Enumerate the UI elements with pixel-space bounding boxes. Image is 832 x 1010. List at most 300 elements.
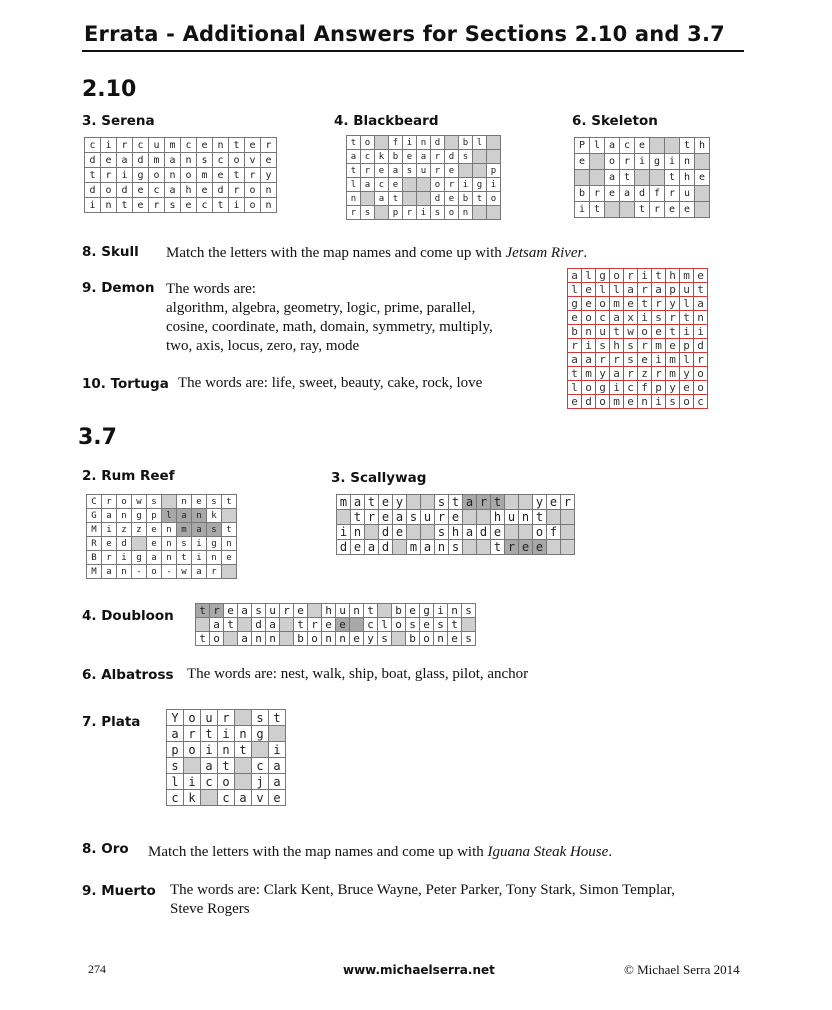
grid-cell: u: [201, 710, 218, 726]
grid-cell: [620, 202, 635, 218]
grid-row: [196, 618, 476, 632]
grid-cell: h: [491, 510, 505, 525]
grid-cell: s: [449, 540, 463, 555]
grid-cell: r: [210, 604, 224, 618]
grid-cell: o: [218, 774, 235, 790]
grid-cell: i: [403, 136, 417, 150]
grid-cell: [462, 618, 476, 632]
grid-cell: m: [666, 367, 680, 381]
grid-cell: s: [624, 339, 638, 353]
grid-cell: [665, 138, 680, 154]
grid-cell: m: [165, 138, 181, 153]
grid-cell: t: [680, 138, 695, 154]
label-blackbeard: 4. Blackbeard: [334, 113, 439, 129]
grid-cell: o: [680, 395, 694, 409]
grid-cell: b: [389, 150, 403, 164]
grid-cell: s: [403, 164, 417, 178]
grid-row: [568, 353, 708, 367]
grid-cell: o: [694, 381, 708, 395]
grid-cell: [184, 758, 201, 774]
grid-cell: s: [596, 339, 610, 353]
grid-cell: d: [431, 136, 445, 150]
muerto-line-2: Steve Rogers: [170, 901, 250, 917]
grid-row: [85, 153, 277, 168]
grid-cell: [361, 192, 375, 206]
grid-cell: [477, 510, 491, 525]
grid-cell: n: [350, 604, 364, 618]
grid-cell: m: [337, 495, 351, 510]
grid-cell: t: [294, 618, 308, 632]
grid-cell: [547, 540, 561, 555]
grid-cell: o: [361, 136, 375, 150]
grid-cell: t: [665, 170, 680, 186]
grid-cell: w: [624, 325, 638, 339]
grid-cell: c: [197, 198, 213, 213]
grid-cell: [252, 742, 269, 758]
grid-cell: e: [638, 353, 652, 367]
grid-cell: v: [245, 153, 261, 168]
grid-cell: o: [605, 154, 620, 170]
grid-cell: a: [235, 790, 252, 806]
grid-cell: t: [652, 269, 666, 283]
grid-cell: b: [406, 632, 420, 646]
grid-cell: o: [582, 381, 596, 395]
grid-cell: n: [101, 198, 117, 213]
grid-cell: [459, 164, 473, 178]
grid-cell: [519, 495, 533, 510]
grid-cell: m: [407, 540, 421, 555]
grid-cell: e: [294, 604, 308, 618]
grid-cell: [407, 495, 421, 510]
grid-cell: t: [590, 202, 605, 218]
page-number: 274: [88, 962, 106, 976]
grid-cell: e: [379, 495, 393, 510]
grid-cell: e: [582, 297, 596, 311]
grid-cell: n: [177, 495, 192, 509]
demon-text: [166, 280, 493, 356]
grid-cell: b: [459, 192, 473, 206]
grid-cell: r: [435, 510, 449, 525]
grid-cell: a: [347, 150, 361, 164]
grid-cell: c: [133, 138, 149, 153]
grid-cell: s: [431, 206, 445, 220]
grid-cell: l: [162, 509, 177, 523]
grid-cell: r: [477, 495, 491, 510]
grid-cell: t: [491, 495, 505, 510]
grid-cell: u: [266, 604, 280, 618]
grid-cell: e: [448, 632, 462, 646]
grid-cell: r: [610, 353, 624, 367]
grid-cell: z: [638, 367, 652, 381]
grid-cell: s: [197, 153, 213, 168]
grid-cell: [238, 618, 252, 632]
grid-cell: e: [680, 381, 694, 395]
grid-row: [568, 367, 708, 381]
grid-cell: d: [337, 540, 351, 555]
grid-cell: [392, 632, 406, 646]
grid-cell: [590, 170, 605, 186]
grid-cell: e: [695, 170, 710, 186]
grid-cell: o: [533, 525, 547, 540]
grid-cell: c: [213, 153, 229, 168]
grid-cell: a: [201, 758, 218, 774]
grid-cell: b: [575, 186, 590, 202]
grid-cell: [463, 510, 477, 525]
grid-cell: r: [431, 150, 445, 164]
grid-cell: a: [210, 618, 224, 632]
grid-cell: r: [445, 178, 459, 192]
grid-cell: g: [132, 551, 147, 565]
grid-cell: y: [680, 367, 694, 381]
grid-row: [568, 395, 708, 409]
grid-cell: d: [213, 183, 229, 198]
grid-cell: s: [624, 353, 638, 367]
grid-cell: y: [261, 168, 277, 183]
grid-cell: u: [680, 283, 694, 297]
grid-cell: [350, 618, 364, 632]
grid-cell: t: [196, 604, 210, 618]
grid-cell: e: [389, 178, 403, 192]
grid-row: [347, 192, 501, 206]
grid-cell: h: [695, 138, 710, 154]
grid-cell: h: [181, 183, 197, 198]
grid-cell: m: [177, 523, 192, 537]
grid-cell: r: [652, 297, 666, 311]
grid-cell: [590, 154, 605, 170]
grid-cell: l: [568, 381, 582, 395]
grid-cell: i: [680, 325, 694, 339]
grid-cell: c: [181, 138, 197, 153]
grid-cell: [222, 509, 237, 523]
grid-cell: [196, 618, 210, 632]
grid-cell: r: [590, 186, 605, 202]
grid-cell: l: [378, 618, 392, 632]
skull-answer: Jetsam River: [505, 245, 584, 261]
grid-cell: c: [694, 395, 708, 409]
grid-cell: [308, 604, 322, 618]
grid-cell: n: [680, 154, 695, 170]
grid-cell: i: [434, 604, 448, 618]
grid-cell: e: [102, 537, 117, 551]
grid-cell: r: [624, 367, 638, 381]
title-rule: [82, 50, 744, 52]
grid-cell: i: [184, 774, 201, 790]
grid-cell: o: [210, 632, 224, 646]
grid-cell: h: [322, 604, 336, 618]
grid-cell: o: [147, 565, 162, 579]
grid-cell: a: [610, 311, 624, 325]
grid-cell: n: [252, 632, 266, 646]
grid-cell: r: [365, 510, 379, 525]
grid-cell: t: [347, 136, 361, 150]
grid-cell: a: [165, 153, 181, 168]
grid-row: [167, 790, 286, 806]
grid-cell: n: [261, 198, 277, 213]
grid-cell: [575, 170, 590, 186]
grid-cell: [477, 540, 491, 555]
label-skeleton: 6. Skeleton: [572, 113, 658, 129]
grid-cell: g: [252, 726, 269, 742]
label-skull: 8. Skull: [82, 244, 139, 260]
grid-cell: e: [222, 551, 237, 565]
grid-cell: s: [207, 495, 222, 509]
grid-cell: [445, 136, 459, 150]
grid-cell: c: [361, 150, 375, 164]
grid-cell: a: [117, 153, 133, 168]
grid-cell: e: [322, 618, 336, 632]
grid-cell: i: [610, 381, 624, 395]
grid-cell: h: [449, 525, 463, 540]
grid-cell: m: [680, 269, 694, 283]
grid-cell: [635, 170, 650, 186]
grid-row: [575, 202, 710, 218]
section-heading-3-7: 3.7: [78, 425, 117, 450]
grid-cell: e: [192, 495, 207, 509]
grid-cell: l: [680, 353, 694, 367]
grid-cell: [365, 525, 379, 540]
grid-cell: e: [491, 525, 505, 540]
grid-cell: a: [269, 774, 286, 790]
grid-cell: [463, 540, 477, 555]
grid-cell: g: [132, 509, 147, 523]
grid-cell: b: [392, 604, 406, 618]
grid-row: [568, 325, 708, 339]
label-scallywag: 3. Scallywag: [331, 470, 427, 486]
grid-cell: [547, 510, 561, 525]
grid-cell: h: [610, 339, 624, 353]
grid-cell: e: [694, 269, 708, 283]
grid-cell: r: [207, 565, 222, 579]
grid-cell: a: [605, 170, 620, 186]
grid-cell: e: [269, 790, 286, 806]
grid-cell: k: [207, 509, 222, 523]
grid-cell: a: [389, 164, 403, 178]
grid-cell: i: [694, 325, 708, 339]
grid-cell: y: [393, 495, 407, 510]
grid-cell: t: [351, 510, 365, 525]
grid-row: [337, 540, 575, 555]
grid-cell: r: [229, 183, 245, 198]
grid-cell: v: [252, 790, 269, 806]
grid-cell: s: [207, 523, 222, 537]
grid-cell: t: [680, 311, 694, 325]
grid-row: [337, 525, 575, 540]
grid-cell: i: [117, 551, 132, 565]
grid-row: [87, 523, 237, 537]
grid-cell: r: [361, 164, 375, 178]
grid-cell: g: [596, 381, 610, 395]
grid-cell: n: [638, 395, 652, 409]
grid-cell: r: [650, 202, 665, 218]
grid-cell: l: [610, 283, 624, 297]
grid-cell: n: [207, 551, 222, 565]
grid-cell: a: [421, 540, 435, 555]
grid-row: [85, 183, 277, 198]
albatross-text: The words are: nest, walk, ship, boat, glass, pilot, anchor: [187, 666, 529, 682]
grid-cell: f: [650, 186, 665, 202]
grid-cell: o: [582, 311, 596, 325]
grid-cell: e: [350, 632, 364, 646]
grid-cell: d: [117, 537, 132, 551]
grid-cell: a: [610, 367, 624, 381]
grid-cell: t: [201, 726, 218, 742]
grid-cell: o: [181, 168, 197, 183]
grid-cell: t: [610, 325, 624, 339]
grid-cell: d: [582, 395, 596, 409]
grid-cell: a: [238, 632, 252, 646]
grid-cell: f: [638, 381, 652, 395]
grid-cell: n: [261, 183, 277, 198]
grid-cell: u: [336, 604, 350, 618]
grid-cell: n: [351, 525, 365, 540]
grid-cell: M: [87, 523, 102, 537]
muerto-line-1: The words are: Clark Kent, Bruce Wayne, Peter Parker, Tony Stark, Simon Templar,: [170, 882, 675, 898]
grid-cell: s: [462, 632, 476, 646]
grid-cell: t: [635, 202, 650, 218]
grid-cell: s: [407, 510, 421, 525]
grid-cell: a: [351, 495, 365, 510]
grid-cell: a: [238, 604, 252, 618]
grid-row: [347, 150, 501, 164]
grid-cell: x: [624, 311, 638, 325]
grid-cell: e: [680, 202, 695, 218]
grid-cell: t: [218, 758, 235, 774]
grid-cell: i: [459, 178, 473, 192]
grid-cell: t: [620, 170, 635, 186]
grid-cell: n: [694, 311, 708, 325]
grid-row: [85, 168, 277, 183]
grid-cell: t: [638, 297, 652, 311]
grid-cell: c: [167, 790, 184, 806]
grid-cell: r: [431, 164, 445, 178]
grid-cell: a: [620, 186, 635, 202]
grid-row: [347, 136, 501, 150]
grid-row: [196, 632, 476, 646]
grid-cell: r: [308, 618, 322, 632]
grid-cell: d: [85, 183, 101, 198]
grid-cell: o: [101, 183, 117, 198]
grid-cell: t: [694, 283, 708, 297]
grid-cell: t: [533, 510, 547, 525]
grid-cell: s: [167, 758, 184, 774]
grid-row: [575, 186, 710, 202]
grid-row: [347, 178, 501, 192]
grid-cell: [393, 540, 407, 555]
grid-row: [87, 565, 237, 579]
grid-cell: s: [652, 311, 666, 325]
grid-row: [347, 206, 501, 220]
grid-cell: [375, 136, 389, 150]
grid-cell: w: [132, 495, 147, 509]
grid-cell: [375, 206, 389, 220]
grid-cell: e: [197, 138, 213, 153]
tortuga-text: The words are: life, sweet, beauty, cake, rock, love: [178, 375, 483, 391]
grid-cell: f: [547, 525, 561, 540]
label-doubloon: 4. Doubloon: [82, 608, 174, 624]
label-plata: 7. Plata: [82, 714, 141, 730]
grid-cell: t: [117, 198, 133, 213]
grid-cell: [505, 525, 519, 540]
label-serena: 3. Serena: [82, 113, 155, 129]
grid-cell: e: [245, 138, 261, 153]
grid-row: [87, 495, 237, 509]
grid-cell: k: [375, 150, 389, 164]
grid-cell: o: [431, 178, 445, 192]
demon-line-4: two, axis, locus, zero, ray, mode: [166, 338, 360, 354]
grid-cell: R: [87, 537, 102, 551]
grid-cell: b: [459, 136, 473, 150]
grid-cell: [269, 726, 286, 742]
grid-cell: r: [665, 186, 680, 202]
grid-cell: [561, 525, 575, 540]
grid-cell: [519, 525, 533, 540]
grid-cell: n: [192, 509, 207, 523]
grid-cell: o: [308, 632, 322, 646]
grid-cell: c: [624, 381, 638, 395]
grid-cell: m: [610, 395, 624, 409]
grid-cell: u: [417, 164, 431, 178]
grid-cell: d: [379, 540, 393, 555]
grid-row: [337, 495, 575, 510]
grid-cell: n: [218, 742, 235, 758]
grid-cell: n: [117, 509, 132, 523]
grid-cell: o: [610, 269, 624, 283]
grid-cell: r: [620, 154, 635, 170]
grid-rum-reef: [86, 494, 237, 579]
grid-cell: [650, 138, 665, 154]
grid-cell: g: [568, 297, 582, 311]
grid-row: [87, 537, 237, 551]
grid-cell: s: [406, 618, 420, 632]
grid-cell: o: [184, 742, 201, 758]
grid-cell: d: [635, 186, 650, 202]
grid-cell: [561, 510, 575, 525]
grid-cell: b: [294, 632, 308, 646]
grid-cell: t: [389, 192, 403, 206]
footer-url: www.michaelserra.net: [343, 963, 495, 977]
grid-cell: g: [596, 269, 610, 283]
grid-cell: u: [421, 510, 435, 525]
grid-cell: d: [477, 525, 491, 540]
grid-cell: e: [133, 198, 149, 213]
grid-cell: r: [117, 138, 133, 153]
grid-cell: e: [624, 395, 638, 409]
grid-cell: t: [229, 138, 245, 153]
grid-cell: i: [582, 339, 596, 353]
grid-cell: b: [568, 325, 582, 339]
grid-cell: r: [638, 339, 652, 353]
grid-row: [568, 283, 708, 297]
grid-cell: a: [192, 523, 207, 537]
grid-cell: t: [473, 192, 487, 206]
grid-cell: e: [393, 525, 407, 540]
grid-cell: a: [365, 540, 379, 555]
grid-cell: u: [680, 186, 695, 202]
grid-row: [568, 381, 708, 395]
label-albatross: 6. Albatross: [82, 667, 174, 683]
grid-cell: n: [162, 523, 177, 537]
grid-cell: g: [420, 604, 434, 618]
grid-cell: [487, 150, 501, 164]
grid-cell: p: [147, 509, 162, 523]
label-demon: 9. Demon: [82, 280, 155, 296]
grid-cell: [403, 178, 417, 192]
grid-cell: a: [102, 565, 117, 579]
grid-cell: i: [229, 198, 245, 213]
grid-cell: m: [197, 168, 213, 183]
grid-cell: a: [147, 551, 162, 565]
grid-cell: l: [473, 136, 487, 150]
